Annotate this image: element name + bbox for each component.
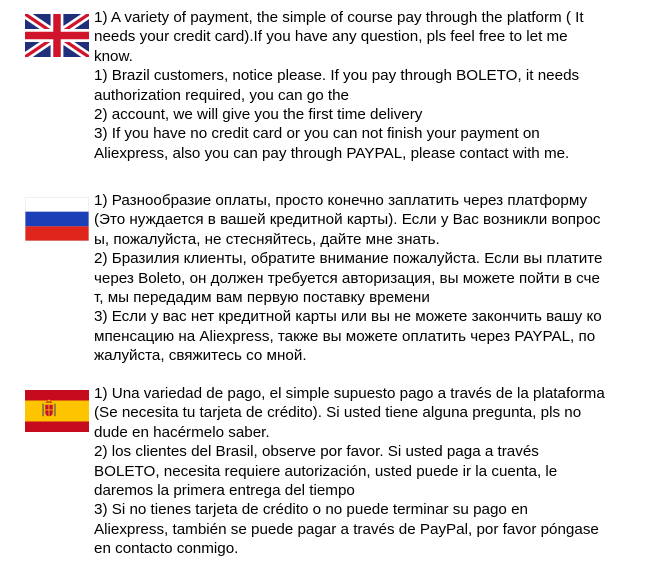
russia-flag-icon [25, 197, 89, 241]
text-line: 2) Бразилия клиенты, обратите внимание пожалуйста. Если вы платите [94, 250, 603, 268]
spain-flag-icon [25, 390, 89, 432]
text-line: 2) account, we will give you the first time delivery [94, 106, 423, 124]
text-line: dude en hacérmelo saber. [94, 423, 270, 441]
text-line: через Boleto, он должен требуется авторизация, вы можете пойти в сче [94, 269, 600, 287]
english-text [94, 8, 639, 163]
text-line: 3) Если у вас нет кредитной карты или вы не можете закончить вашу ко [94, 308, 602, 326]
text-line: authorization required, you can go the [94, 86, 349, 104]
text-line: (Это нуждается в вашей кредитной карты). Если у Вас возникли вопрос [94, 211, 601, 229]
text-line: know. [94, 47, 133, 65]
text-line: daremos la primera entrega del tiempo [94, 482, 355, 500]
text-line: en contacto conmigo. [94, 540, 239, 558]
text-line: Aliexpress, also you can pay through PAYPAL, please contact with me. [94, 144, 570, 162]
text-line: т, мы передадим вам первую поставку времени [94, 289, 430, 307]
text-line: (Se necesita tu tarjeta de crédito). Si usted tiene alguna pregunta, pls no [94, 404, 582, 422]
uk-flag-icon [25, 14, 89, 57]
text-line: мпенсацию на Aliexpress, также вы можете оплатить через PAYPAL, по [94, 327, 596, 345]
text-line: needs your credit card).If you have any question, pls feel free to let me [94, 28, 568, 46]
text-line: 1) Brazil customers, notice please. If you pay through BOLETO, it needs [94, 67, 580, 85]
text-line: 1) Una variedad de pago, el simple supuesto pago a través de la plataforma [94, 385, 605, 402]
text-line: 3) Si no tienes tarjeta de crédito o no puede terminar su pago en [94, 501, 528, 519]
text-line: 2) los clientes del Brasil, observe por favor. Si usted paga a través [94, 443, 539, 461]
text-line: BOLETO, necesita requiere autorización, usted puede ir la cuenta, le [94, 462, 558, 480]
text-line: ы, пожалуйста, не стесняйтесь, дайте мне знать. [94, 230, 440, 248]
text-line: Aliexpress, también se puede pagar a través de PayPal, por favor póngase [94, 520, 599, 538]
text-line: 3) If you have no credit card or you can not finish your payment on [94, 125, 540, 143]
text-line: 1) A variety of payment, the simple of course pay through the platform ( It [94, 9, 584, 26]
russian-text [94, 191, 639, 366]
text-line: жалуйста, свяжитесь со мной. [94, 347, 307, 365]
text-line: 1) Разнообразие оплаты, просто конечно заплатить через платформу [94, 192, 588, 209]
spanish-text [94, 384, 639, 559]
